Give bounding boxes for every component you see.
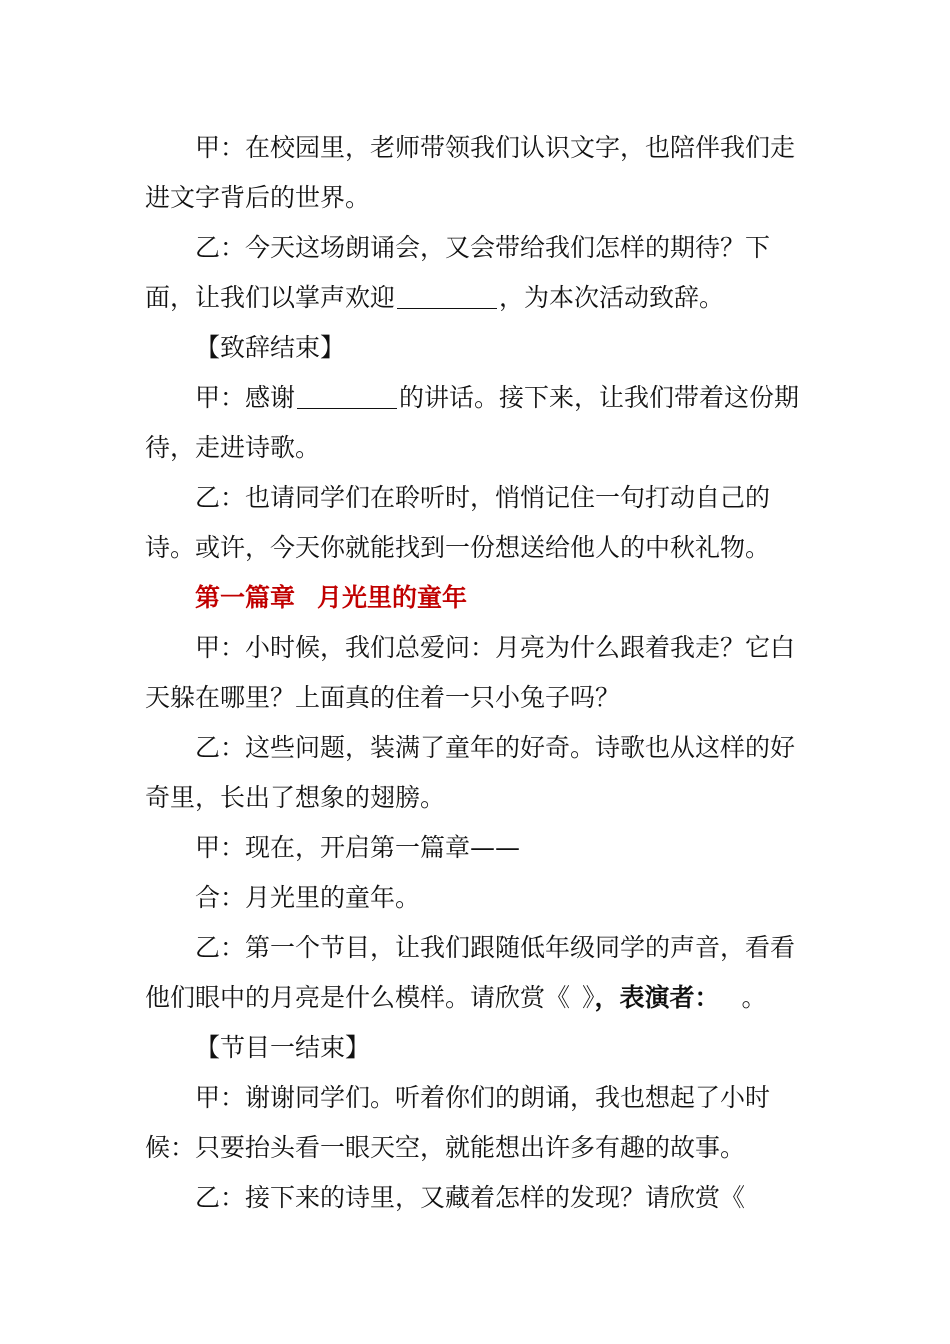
paragraph-9: 合：月光里的童年。	[195, 883, 421, 912]
paragraph-10-text-d: 。	[741, 983, 767, 1012]
paragraph-2-text-a: 乙：今天这场朗诵会，又会带给我们怎样的期待？下面，让我们以掌声欢迎	[145, 233, 771, 312]
paragraph-13: 乙：接下来的诗里，又藏着怎样的发现？请欣赏《	[195, 1183, 746, 1212]
stage-note-speech-end: 【致辞结束】	[195, 333, 346, 362]
fill-blank-thanks	[297, 386, 397, 409]
chapter-heading-number: 第一篇章	[195, 583, 296, 612]
performer-label: ，表演者：	[594, 983, 720, 1012]
paragraph-1: 甲：在校园里，老师带领我们认识文字，也陪伴我们走进文字背后的世界。	[145, 133, 796, 212]
paragraph-8: 甲：现在，开启第一篇章——	[195, 833, 521, 862]
paragraph-6: 甲：小时候，我们总爱问：月亮为什么跟着我走？它白天躲在哪里？上面真的住着一只小兔子吗？	[145, 633, 796, 712]
stage-note-program-end: 【节目一结束】	[195, 1033, 371, 1062]
chapter-heading-title: 月光里的童年	[317, 583, 468, 612]
paragraph-2-text-b: ，为本次活动致辞。	[499, 283, 725, 312]
paragraph-5: 乙：也请同学们在聆听时，悄悄记住一句打动自己的诗。或许，今天你就能找到一份想送给他人的中秋礼物。	[145, 483, 771, 562]
paragraph-4-text-b: 的讲话。接下来，让我们带着这份期待，走进诗歌。	[145, 383, 800, 462]
paragraph-2	[145, 223, 810, 323]
document-page	[145, 123, 810, 1223]
paragraph-7: 乙：这些问题，装满了童年的好奇。诗歌也从这样的好奇里，长出了想象的翅膀。	[145, 733, 796, 812]
paragraph-10-text-a: 乙：第一个节目，让我们跟随低年级同学的声音，看看他们眼中的月亮是什么模样。请欣赏《	[145, 933, 796, 1012]
paragraph-10-text-b: 》	[582, 983, 595, 1012]
fill-blank-speaker	[397, 286, 497, 309]
paragraph-12: 甲：谢谢同学们。听着你们的朗诵，我也想起了小时候：只要抬头看一眼天空，就能想出许多有趣的故事。	[145, 1083, 771, 1162]
paragraph-4-text-a: 甲：感谢	[195, 383, 296, 412]
paragraph-4	[145, 373, 810, 473]
chapter-heading	[145, 573, 810, 623]
paragraph-10	[145, 923, 810, 1023]
